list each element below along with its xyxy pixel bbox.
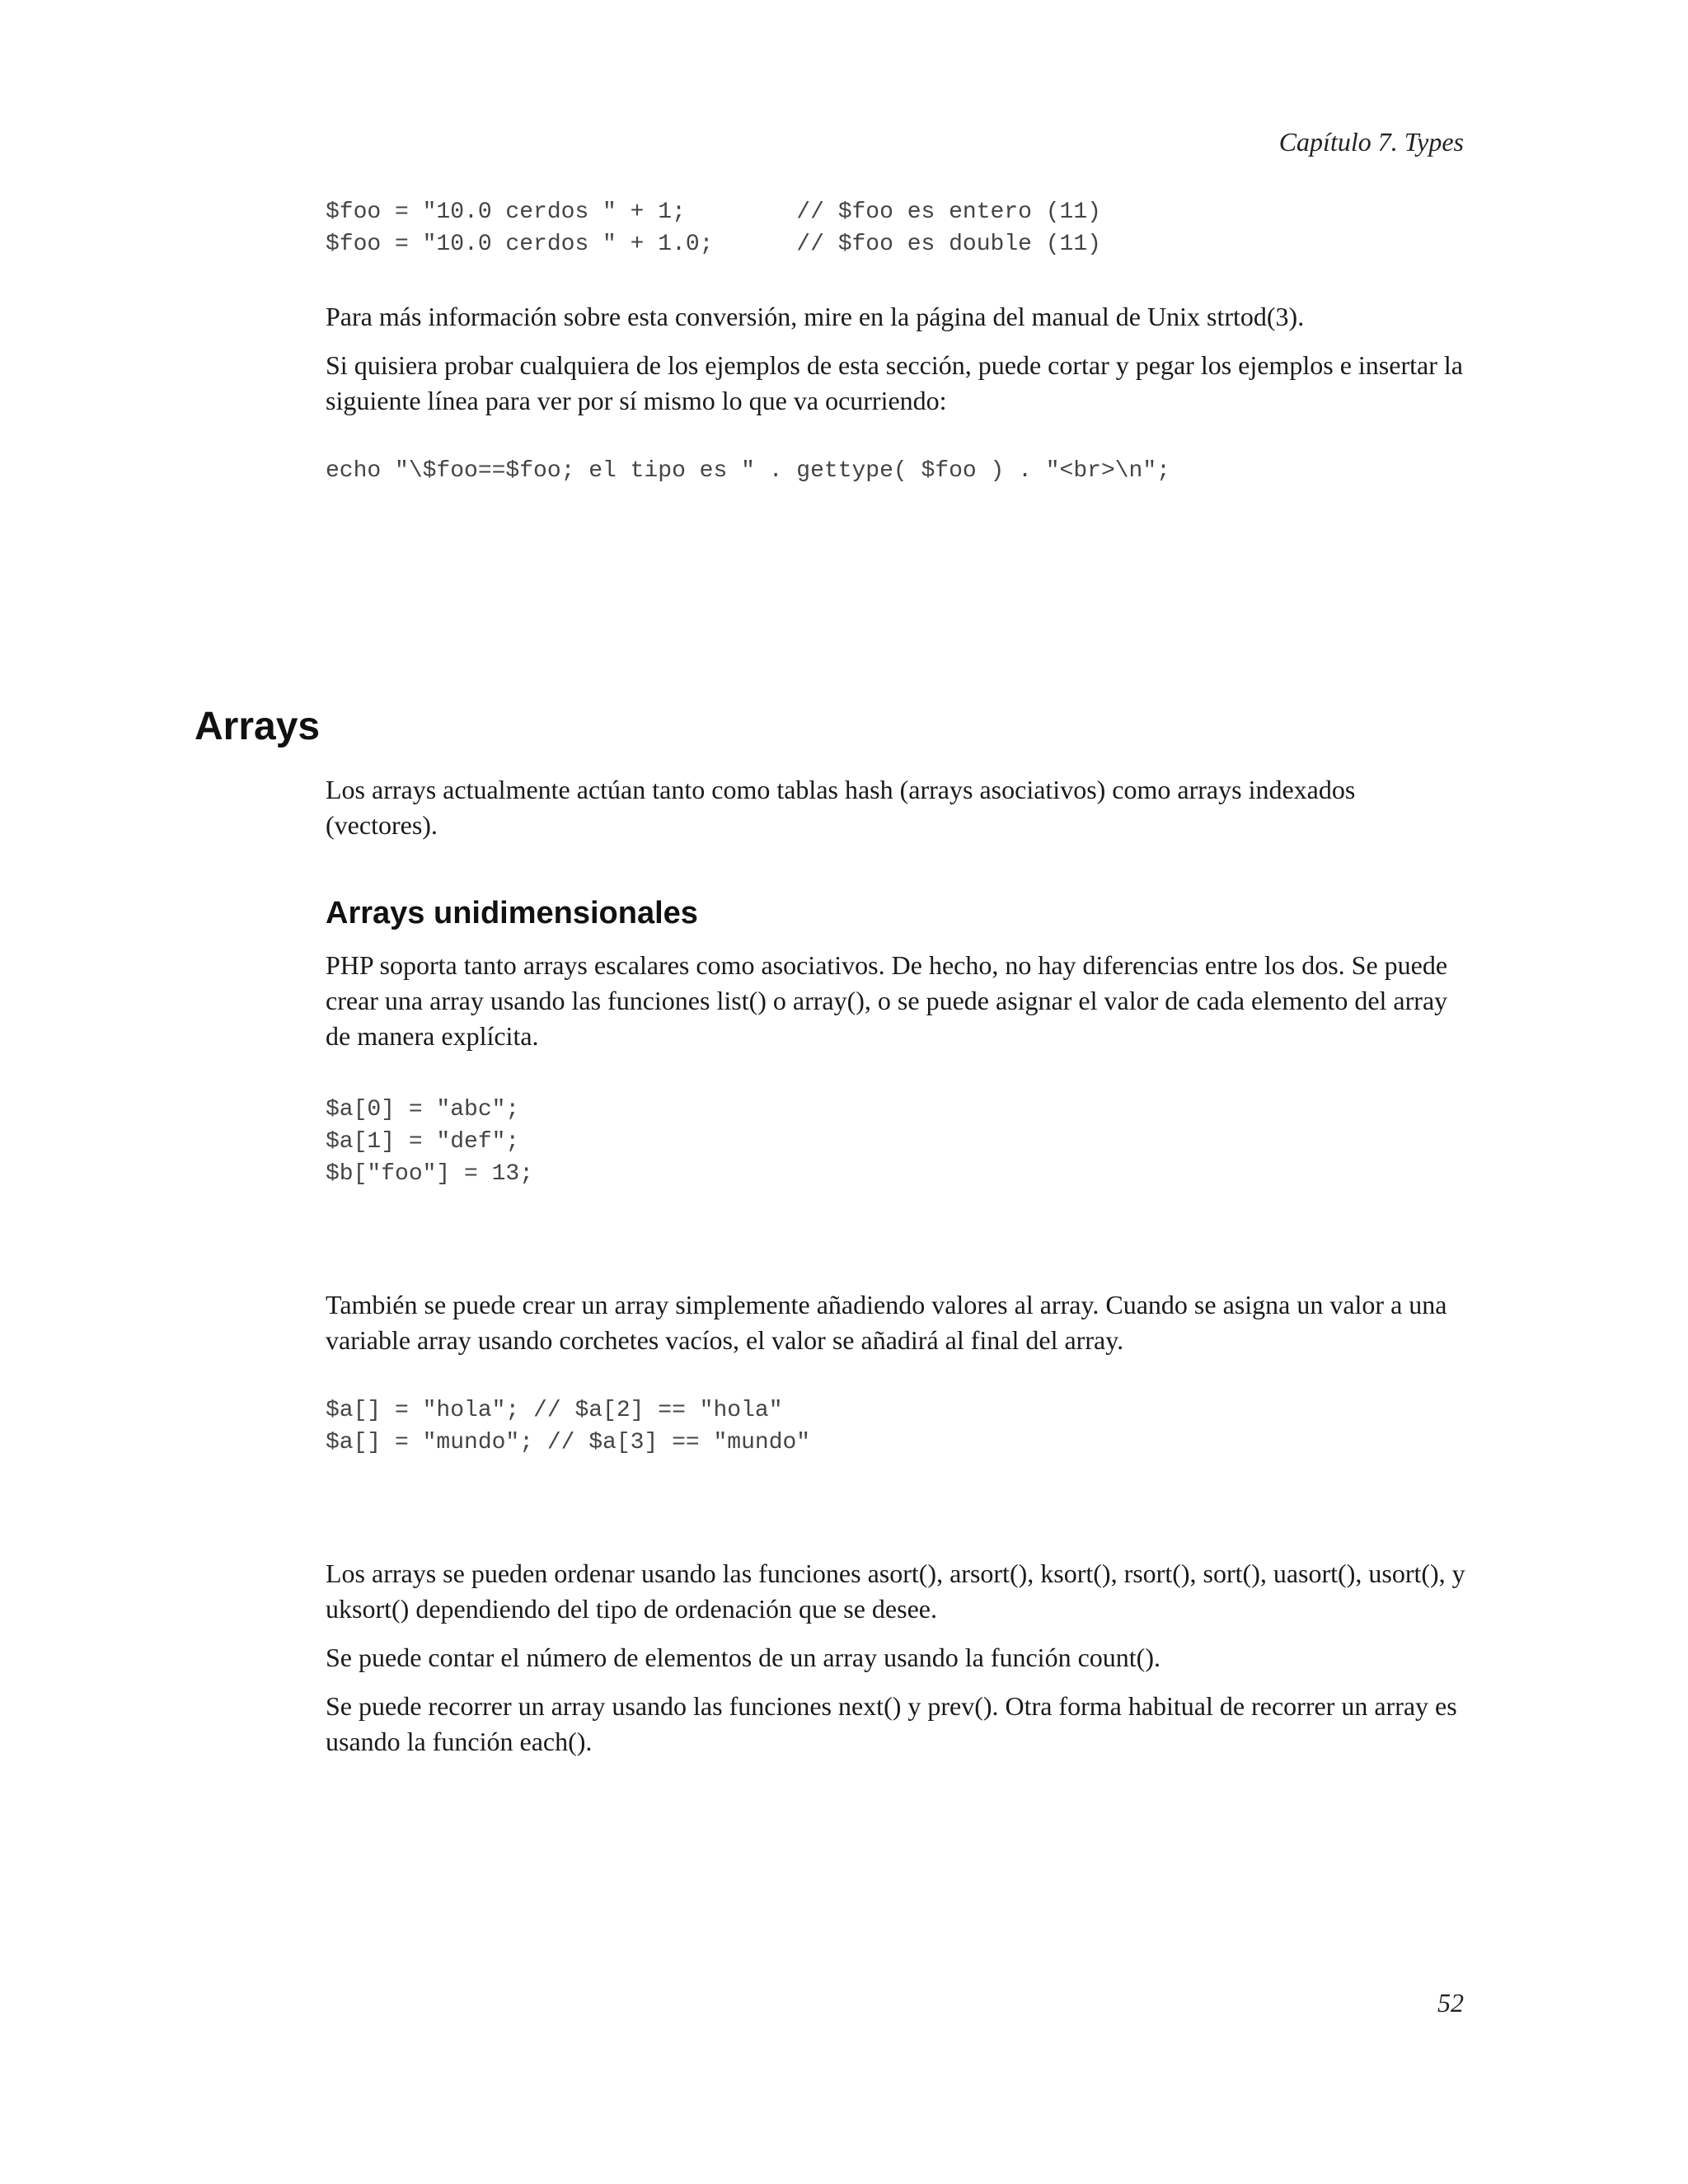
code-block-conversion: $foo = "10.0 cerdos " + 1; // $foo es entero (11) $foo = "10.0 cerdos " + 1.0; // $foo es double (11) xyxy=(326,199,1101,257)
paragraph-traverse: Se puede recorrer un array usando las funciones next() y prev(). Otra forma habitual de recorrer un array es usando la función each(). xyxy=(326,1691,1457,1756)
subsection-title-unidimensional: Arrays unidimensionales xyxy=(326,896,698,930)
paragraph-strtod: Para más información sobre esta conversión, mire en la página del manual de Unix strtod(3). xyxy=(326,302,1305,331)
main-content xyxy=(326,196,1471,487)
paragraph-append: También se puede crear un array simplemente añadiendo valores al array. Cuando se asigna un valor a una variable array usando corchetes vacíos, el valor se añadirá al final del array. xyxy=(326,1290,1447,1355)
code-block-assign: $a[0] = "abc"; $a[1] = "def"; $b["foo"] = 13; xyxy=(326,1097,534,1187)
code-block-append: $a[] = "hola"; // $a[2] == "hola" $a[] = "mundo"; // $a[3] == "mundo" xyxy=(326,1398,811,1455)
code-block-echo: echo "\$foo==$foo; el tipo es " . gettype( $foo ) . "<br>\n"; xyxy=(326,458,1170,484)
section-title-arrays: Arrays xyxy=(195,705,321,748)
paragraph-count: Se puede contar el número de elementos de un array usando la función count(). xyxy=(326,1643,1160,1672)
paragraph-php-support: PHP soporta tanto arrays escalares como asociativos. De hecho, no hay diferencias entre los dos. Se puede crear una array usando las funciones list() o array(), o se puede asignar el valor de cada elemento del array de manera explícita. xyxy=(326,950,1448,1051)
running-header: Capítulo 7. Types xyxy=(1278,127,1464,157)
paragraph-sort: Los arrays se pueden ordenar usando las funciones asort(), arsort(), ksort(), rsort(), sort(), uasort(), usort(), y uksort() dependiendo del tipo de ordenación que se desee. xyxy=(326,1558,1465,1624)
arrays-content xyxy=(326,772,1471,1760)
page-number: 52 xyxy=(1437,1988,1464,2018)
paragraph-arrays-intro: Los arrays actualmente actúan tanto como tablas hash (arrays asociativos) como arrays indexados (vectores). xyxy=(326,775,1356,840)
paragraph-try-examples: Si quisiera probar cualquiera de los ejemplos de esta sección, puede cortar y pegar los ejemplos e insertar la siguiente línea para ver por sí mismo lo que va ocurriendo: xyxy=(326,350,1463,415)
